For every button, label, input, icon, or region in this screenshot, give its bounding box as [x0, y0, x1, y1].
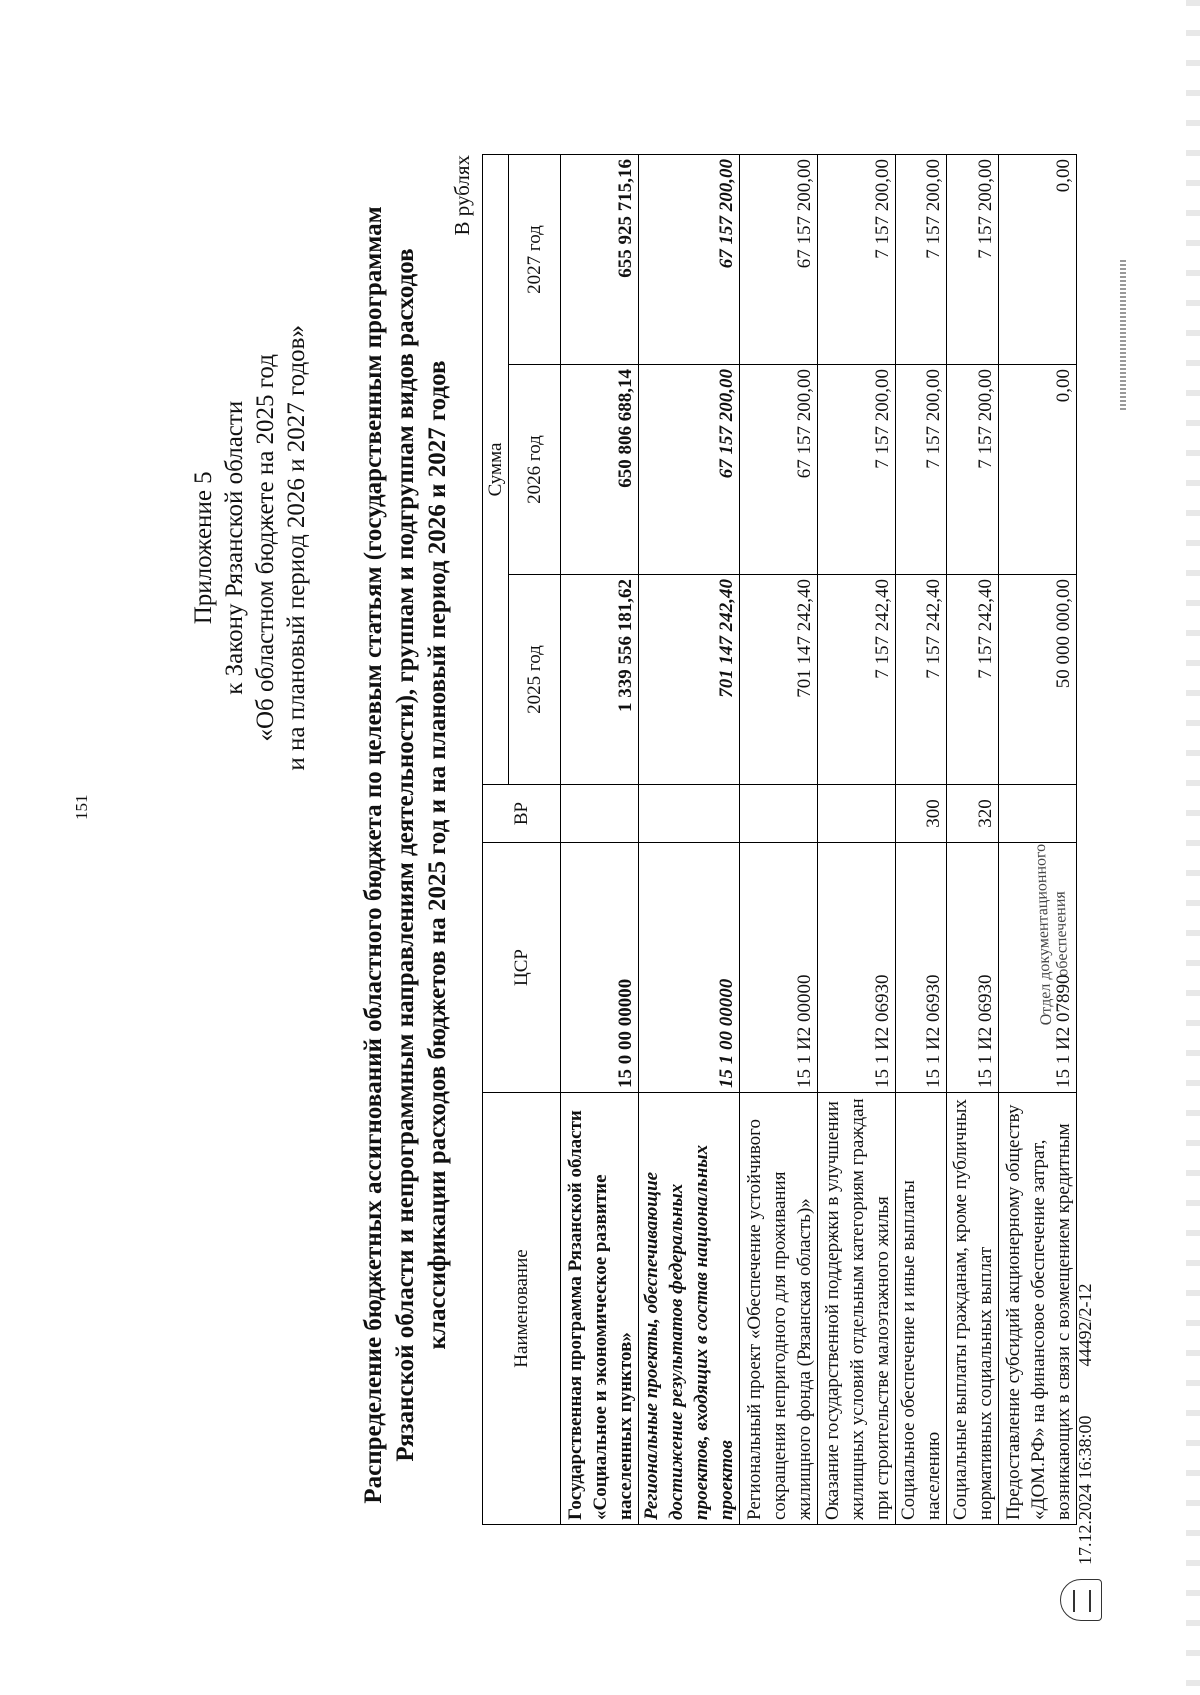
table-row	[561, 155, 639, 1525]
cell-2025: 50 000 000,00	[999, 575, 1077, 785]
department-stamp	[1032, 843, 1074, 1026]
cell-name: Оказание государственной поддержки в улучшении жилищных условий отдельным категориям граждан при строительстве малоэтажного жилья	[818, 1093, 896, 1525]
cell-2026: 7 157 200,00	[947, 365, 999, 575]
table-row	[818, 155, 896, 1525]
header-2026: 2026 год	[509, 365, 561, 575]
cell-name: Социальные выплаты гражданам, кроме публичных нормативных социальных выплат	[947, 1093, 999, 1525]
table-row	[999, 155, 1077, 1525]
page-number: 151	[72, 794, 91, 820]
cell-2026: 7 157 200,00	[896, 365, 947, 575]
cell-2025: 7 157 242,40	[947, 575, 999, 785]
cell-2027: 7 157 200,00	[947, 155, 999, 365]
cell-name: Региональные проекты, обеспечивающие достижение результатов федеральных проектов, входящих в состав национальных проектов	[639, 1093, 740, 1525]
cell-csr: 15 1 И2 00000	[740, 843, 818, 1093]
scan-edge-marks	[1186, 0, 1200, 1695]
document-sheet	[20, 85, 1120, 1625]
cell-2026: 0,00	[999, 365, 1077, 575]
cell-2027: 67 157 200,00	[740, 155, 818, 365]
title-line-2: Рязанской области и непрограммным направлениям деятельности), группам и подгруппам видов расходов	[392, 248, 419, 1462]
cell-csr: 15 1 И2 06930	[818, 843, 896, 1093]
cell-name: Социальное обеспечение и иные выплаты населению	[896, 1093, 947, 1525]
cell-2025: 7 157 242,40	[818, 575, 896, 785]
header-csr: ЦСР	[483, 843, 561, 1093]
cell-2027: 0,00	[999, 155, 1077, 365]
logo-icon	[1060, 1579, 1102, 1621]
cell-2026: 7 157 200,00	[818, 365, 896, 575]
cell-name: Региональный проект «Обеспечение устойчивого сокращения непригодного для проживания жилищного фонда (Рязанская область)»	[740, 1093, 818, 1525]
footer-info	[1075, 1283, 1096, 1565]
title-line-1: Распределение бюджетных ассигнований областного бюджета по целевым статьям (государственным программам	[360, 206, 387, 1504]
cell-csr: 15 0 00 00000	[561, 843, 639, 1093]
appendix-line-4: и на плановый период 2026 и 2027 годов»	[283, 325, 310, 771]
cell-vr	[999, 785, 1077, 843]
stamp-line-1: Отдел документационного	[1031, 843, 1056, 1026]
table-row	[947, 155, 999, 1525]
table-row	[639, 155, 740, 1525]
cell-csr: 15 1 И2 07890	[999, 843, 1077, 1093]
cell-2027: 7 157 200,00	[818, 155, 896, 365]
budget-table-wrap	[482, 155, 1077, 1525]
stamp-line-2: обеспечения	[1051, 890, 1072, 977]
cell-2027: 7 157 200,00	[896, 155, 947, 365]
appendix-line-1: Приложение 5	[190, 471, 217, 625]
cell-vr: 320	[947, 785, 999, 843]
cell-vr	[639, 785, 740, 843]
cell-name: Предоставление субсидий акционерному обществу «ДОМ.РФ» на финансовое обеспечение затрат, возникающих в связи с возмещением кредитным	[999, 1093, 1077, 1525]
header-name: Наименование	[483, 1093, 561, 1525]
footer-datetime: 17.12.2024 16:38:00	[1075, 1415, 1095, 1565]
cell-vr	[561, 785, 639, 843]
cell-csr: 15 1 И2 06930	[896, 843, 947, 1093]
cell-vr: 300	[896, 785, 947, 843]
cell-csr: 15 1 00 00000	[639, 843, 740, 1093]
footer-doc-code: 44492/2-12	[1075, 1283, 1095, 1367]
table-row	[896, 155, 947, 1525]
cell-name: Государственная программа Рязанской области «Социальное и экономическое развитие населенных пунктов»	[561, 1093, 639, 1525]
appendix-line-2: к Закону Рязанской области	[221, 400, 248, 695]
cell-2026: 650 806 688,14	[561, 365, 639, 575]
cell-2027: 655 925 715,16	[561, 155, 639, 365]
cell-2027: 67 157 200,00	[639, 155, 740, 365]
appendix-line-3: «Об областном бюджете на 2025 год	[252, 354, 279, 742]
cell-vr	[818, 785, 896, 843]
cell-2025: 701 147 242,40	[740, 575, 818, 785]
header-vr: ВР	[483, 785, 561, 843]
table-body	[561, 155, 1077, 1525]
cell-2025: 1 339 556 181,62	[561, 575, 639, 785]
document-title	[358, 85, 454, 1625]
cell-2025: 701 147 242,40	[639, 575, 740, 785]
budget-table	[482, 154, 1077, 1525]
table-row	[740, 155, 818, 1525]
title-line-3: классификации расходов бюджетов на 2025 год и на плановый период 2026 и 2027 годов	[424, 360, 451, 1350]
cell-2026: 67 157 200,00	[639, 365, 740, 575]
header-2027: 2027 год	[509, 155, 561, 365]
cell-2026: 67 157 200,00	[740, 365, 818, 575]
header-sum: Сумма	[483, 155, 509, 785]
cell-2025: 7 157 242,40	[896, 575, 947, 785]
header-2025: 2025 год	[509, 575, 561, 785]
appendix-header	[188, 325, 312, 771]
unit-label: В рублях	[450, 155, 474, 236]
cell-csr: 15 1 И2 06930	[947, 843, 999, 1093]
cell-vr	[740, 785, 818, 843]
scan-edge-bar	[1120, 260, 1126, 410]
